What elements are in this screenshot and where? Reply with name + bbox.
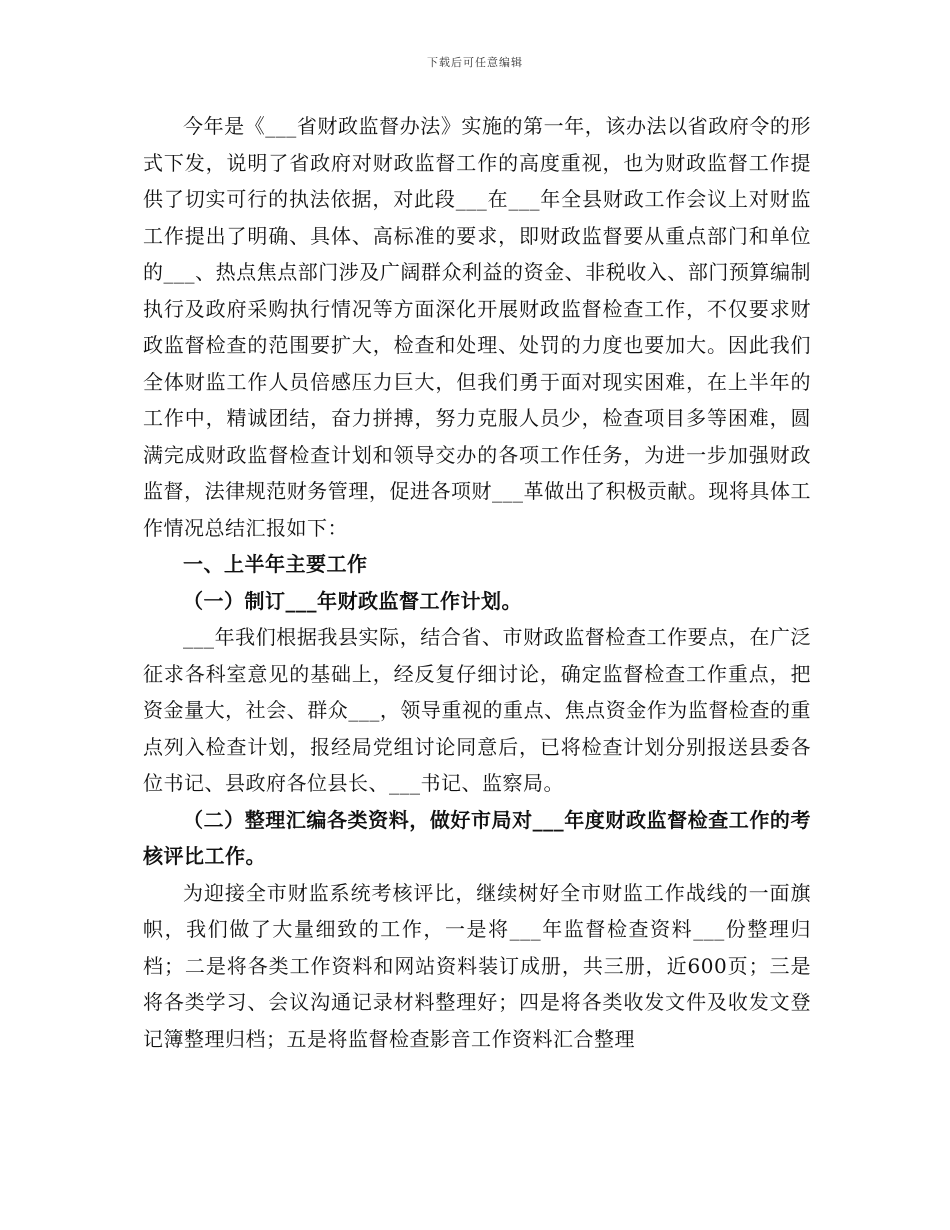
- intro-paragraph: 今年是《___省财政监督办法》实施的第一年，该办法以省政府令的形式下发，说明了省政府对财政监督工作的高度重视，也为财政监督工作提供了切实可行的执法依据，对此段___在___年全县财政工作会议上对财监工作提出了明确、具体、高标准的要求，即财政监督要从重点部门和单位的___、热点焦点部门涉及广阔群众利益的资金、非税收入、部门预算编制执行及政府采购执行情况等方面深化开展财政监督检查工作，不仅要求财政监督检查的范围要扩大，检查和处理、处罚的力度也要加大。因此我们全体财监工作人员倍感压力巨大，但我们勇于面对现实困难，在上半年的工作中，精诚团结，奋力拼搏，努力克服人员少，检查项目多等困难，圆满完成财政监督检查计划和领导交办的各项工作任务，为进一步加强财政监督，法律规范财务管理，促进各项财___革做出了积极贡献。现将具体工作情况总结汇报如下：: [143, 114, 811, 540]
- page-header-note: 下载后可任意编辑: [427, 56, 523, 69]
- subsection-heading-1: （一）制订___年财政监督工作计划。: [183, 588, 522, 613]
- plan-paragraph: ___年我们根据我县实际，结合省、市财政监督检查工作要点，在广泛征求各科室意见的基础上，经反复仔细讨论，确定监督检查工作重点，把资金量大，社会、群众___，领导重视的重点、焦点资金作为监督检查的重点列入检查计划，报经局党组讨论同意后，已将检查计划分别报送县委各位书记、县政府各位县长、___书记、监察局。: [143, 625, 811, 795]
- document-body: [143, 108, 811, 1057]
- section-heading-1: 一、上半年主要工作: [183, 552, 368, 576]
- subsection-heading-2: （二）整理汇编各类资料，做好市局对___年度财政监督检查工作的考核评比工作。: [143, 807, 811, 868]
- archive-paragraph: 为迎接全市财监系统考核评比，继续树好全市财监工作战线的一面旗帜，我们做了大量细致的工作，一是将___年监督检查资料___份整理归档；二是将各类工作资料和网站资料装订成册，共三册，近600页；三是将各类学习、会议沟通记录材料整理好；四是将各类收发文件及收发文登记簿整理归档；五是将监督检查影音工作资料汇合整理: [143, 880, 811, 1051]
